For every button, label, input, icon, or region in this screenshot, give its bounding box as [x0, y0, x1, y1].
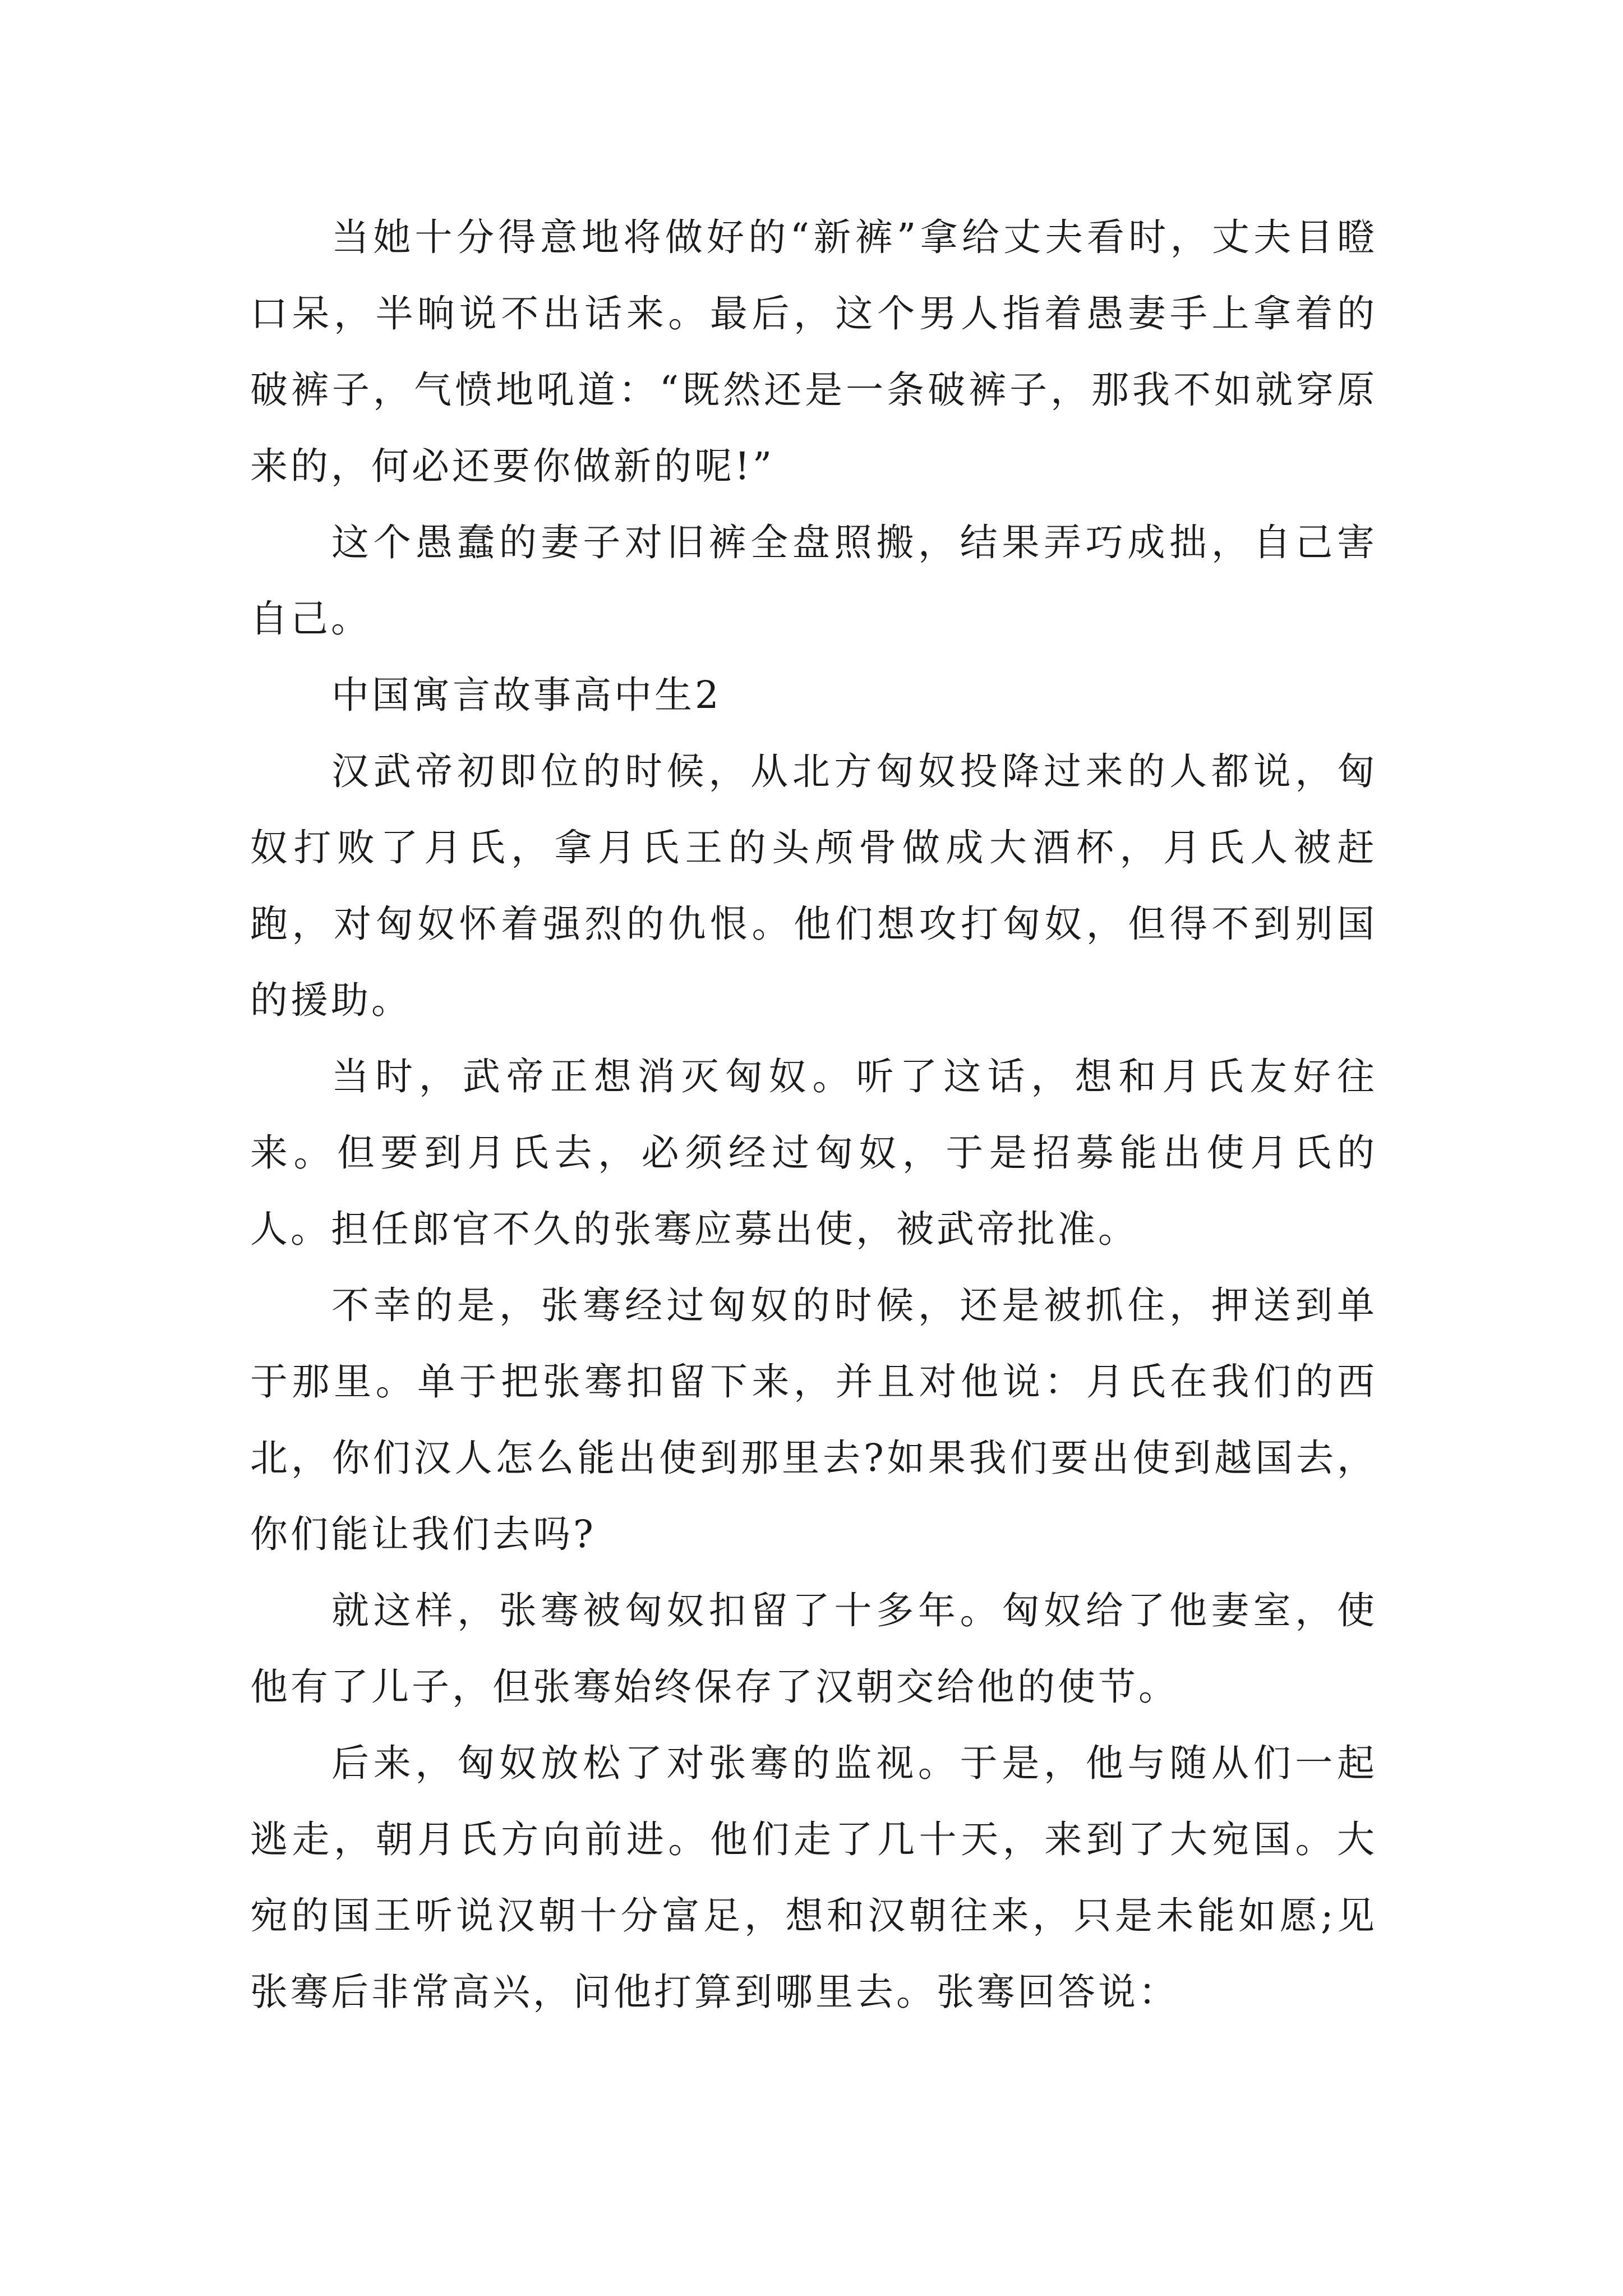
paragraph-zhang-qian-captured: 不幸的是，张骞经过匈奴的时候，还是被抓住，押送到单于那里。单于把张骞扣留下来，并且对他说：月氏在我们的西北，你们汉人怎么能出使到那里去?如果我们要出使到越国去，你们能让我们去吗? [250, 1283, 1377, 1556]
paragraph-xiongnu-defeat: 汉武帝初即位的时候，从北方匈奴投降过来的人都说，匈奴打败了月氏，拿月氏王的头颅骨做成大酒杯，月氏人被赶跑，对匈奴怀着强烈的仇恨。他们想攻打匈奴，但得不到别国的援助。 [250, 749, 1377, 1022]
paragraph-detained-years: 就这样，张骞被匈奴扣留了十多年。匈奴给了他妻室，使他有了儿子，但张骞始终保存了汉朝交给他的使节。 [250, 1589, 1377, 1709]
section-title: 中国寓言故事高中生2 [331, 673, 722, 717]
paragraph-emperor-recruits: 当时，武帝正想消灭匈奴。听了这话，想和月氏友好往来。但要到月氏去，必须经过匈奴，于是招募能出使月氏的人。担任郎官不久的张骞应募出使，被武帝批准。 [250, 1055, 1377, 1251]
paragraph-new-trousers: 当她十分得意地将做好的“新裤”拿给丈夫看时，丈夫目瞪口呆，半晌说不出话来。最后，这个男人指着愚妻手上拿着的破裤子，气愤地吼道：“既然还是一条破裤子，那我不如就穿原来的，何必还要你做新的呢!” [250, 215, 1377, 488]
paragraph-moral: 这个愚蠢的妻子对旧裤全盘照搬，结果弄巧成拙，自己害自己。 [250, 521, 1377, 641]
paragraph-escape-dayuan: 后来，匈奴放松了对张骞的监视。于是，他与随从们一起逃走，朝月氏方向前进。他们走了几十天，来到了大宛国。大宛的国王听说汉朝十分富足，想和汉朝往来，只是未能如愿;见张骞后非常高兴，问他打算到哪里去。张骞回答说： [250, 1741, 1377, 2014]
document-body [250, 199, 1377, 2030]
